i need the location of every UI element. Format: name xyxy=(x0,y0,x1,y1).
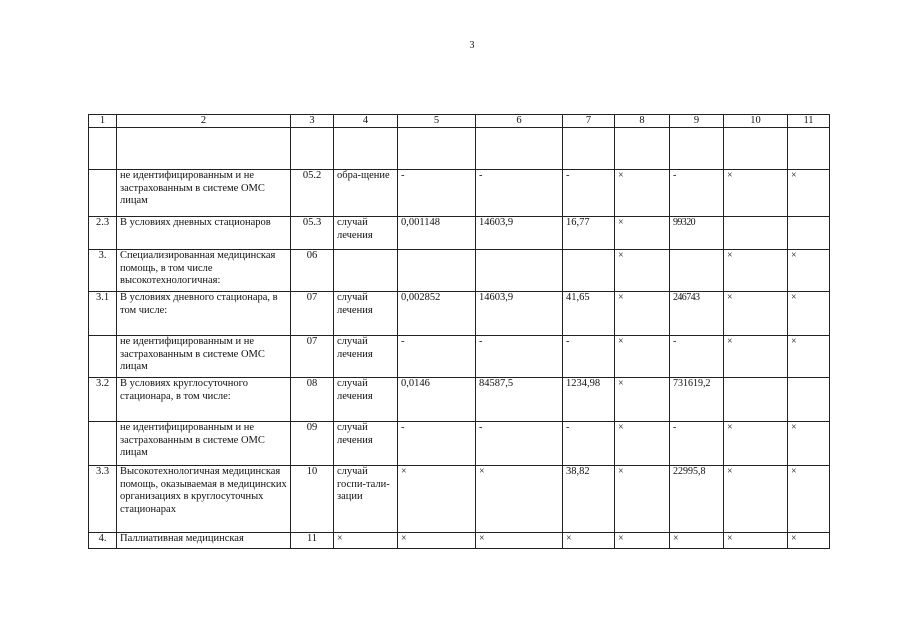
row-number: 3.2 xyxy=(89,378,117,422)
column-header: 6 xyxy=(476,115,563,128)
row-name: не идентифицированным и не застрахованным в системе ОМС лицам xyxy=(117,336,291,378)
cell-col5: × xyxy=(398,533,476,549)
cell-col8: × xyxy=(615,217,670,250)
medical-care-table xyxy=(88,114,830,549)
cell-col6: - xyxy=(476,336,563,378)
row-code: 11 xyxy=(291,533,334,549)
cell-col11: × xyxy=(788,170,830,217)
cell-col8: × xyxy=(615,466,670,533)
column-header: 9 xyxy=(670,115,724,128)
table-row xyxy=(89,466,830,533)
row-number: 2.3 xyxy=(89,217,117,250)
row-number: 4. xyxy=(89,533,117,549)
column-header: 4 xyxy=(334,115,398,128)
cell-col7: - xyxy=(563,422,615,466)
row-number: 3.3 xyxy=(89,466,117,533)
cell-col6 xyxy=(476,250,563,292)
cell-col6: - xyxy=(476,170,563,217)
cell-col4: × xyxy=(334,533,398,549)
cell-col8 xyxy=(615,128,670,170)
cell-col10: × xyxy=(724,422,788,466)
row-unit: случай лечения xyxy=(334,422,398,466)
cell-col5 xyxy=(398,250,476,292)
cell-col5: - xyxy=(398,422,476,466)
column-header: 2 xyxy=(117,115,291,128)
table-row xyxy=(89,378,830,422)
cell-col11: × xyxy=(788,292,830,336)
cell-col7: 16,77 xyxy=(563,217,615,250)
row-unit xyxy=(334,128,398,170)
cell-col6: 14603,9 xyxy=(476,217,563,250)
row-name: Специализированная медицинская помощь, в том числе высокотехнологичная: xyxy=(117,250,291,292)
cell-col10 xyxy=(724,378,788,422)
row-number xyxy=(89,422,117,466)
cell-col11: × xyxy=(788,422,830,466)
row-code: 07 xyxy=(291,336,334,378)
cell-col6 xyxy=(476,128,563,170)
cell-col8: × xyxy=(615,170,670,217)
cell-col9: - xyxy=(670,170,724,217)
row-name: В условиях дневных стационаров xyxy=(117,217,291,250)
cell-col7: - xyxy=(563,170,615,217)
page-number: 3 xyxy=(469,40,475,51)
cell-col10: × xyxy=(724,336,788,378)
row-unit: случай лечения xyxy=(334,292,398,336)
row-code: 05.3 xyxy=(291,217,334,250)
cell-col9 xyxy=(670,128,724,170)
column-header: 1 xyxy=(89,115,117,128)
cell-col6: × xyxy=(476,533,563,549)
cell-col6: 14603,9 xyxy=(476,292,563,336)
row-name: не идентифицированным и не застрахованным в системе ОМС лицам xyxy=(117,170,291,217)
cell-col8: × xyxy=(615,378,670,422)
cell-col11: × xyxy=(788,466,830,533)
cell-col7 xyxy=(563,250,615,292)
cell-col6: - xyxy=(476,422,563,466)
cell-col9: - xyxy=(670,422,724,466)
row-name: Высокотехнологичная медицинская помощь, оказываемая в медицинских организациях в круглосуточных стационарах xyxy=(117,466,291,533)
cell-col7: 41,65 xyxy=(563,292,615,336)
cell-col10 xyxy=(724,217,788,250)
cell-col5: 0,001148 xyxy=(398,217,476,250)
table-row xyxy=(89,250,830,292)
cell-col7: - xyxy=(563,336,615,378)
table-row xyxy=(89,422,830,466)
cell-col5: - xyxy=(398,336,476,378)
row-code xyxy=(291,128,334,170)
row-code: 06 xyxy=(291,250,334,292)
cell-col5: - xyxy=(398,170,476,217)
row-code: 08 xyxy=(291,378,334,422)
cell-col6: 84587,5 xyxy=(476,378,563,422)
cell-col8: × xyxy=(615,533,670,549)
row-name: В условиях круглосуточного стационара, в том числе: xyxy=(117,378,291,422)
row-unit: случай лечения xyxy=(334,336,398,378)
column-header: 7 xyxy=(563,115,615,128)
cell-col8: × xyxy=(615,336,670,378)
cell-col5: 0,0146 xyxy=(398,378,476,422)
cell-col8: × xyxy=(615,250,670,292)
column-number-row xyxy=(89,115,830,128)
row-unit: случай лечения xyxy=(334,378,398,422)
cell-col9: 99320 xyxy=(670,217,724,250)
cell-col7: × xyxy=(563,533,615,549)
cell-col9 xyxy=(670,250,724,292)
cell-col9: 22995,8 xyxy=(670,466,724,533)
cell-col8: × xyxy=(615,422,670,466)
table-row xyxy=(89,128,830,170)
cell-col10 xyxy=(724,128,788,170)
table-row xyxy=(89,170,830,217)
row-name xyxy=(117,128,291,170)
cell-col11: × xyxy=(788,250,830,292)
column-header: 3 xyxy=(291,115,334,128)
cell-col7 xyxy=(563,128,615,170)
cell-col10: × xyxy=(724,170,788,217)
cell-col10: × xyxy=(724,250,788,292)
cell-col6: × xyxy=(476,466,563,533)
cell-col11 xyxy=(788,378,830,422)
cell-col5 xyxy=(398,128,476,170)
cell-col7: 38,82 xyxy=(563,466,615,533)
row-number: 3. xyxy=(89,250,117,292)
row-code: 07 xyxy=(291,292,334,336)
row-number xyxy=(89,128,117,170)
row-name: В условиях дневного стационара, в том числе: xyxy=(117,292,291,336)
cell-col11: × xyxy=(788,336,830,378)
row-unit: случай госпи-тали-зации xyxy=(334,466,398,533)
cell-col5: × xyxy=(398,466,476,533)
row-code: 10 xyxy=(291,466,334,533)
cell-col9: - xyxy=(670,336,724,378)
cell-col10: × xyxy=(724,292,788,336)
row-code: 05.2 xyxy=(291,170,334,217)
cell-col7: 1234,98 xyxy=(563,378,615,422)
row-number: 3.1 xyxy=(89,292,117,336)
cell-col11 xyxy=(788,217,830,250)
cell-col9: 731619,2 xyxy=(670,378,724,422)
cell-col10: × xyxy=(724,466,788,533)
column-header: 10 xyxy=(724,115,788,128)
row-code: 09 xyxy=(291,422,334,466)
row-number xyxy=(89,336,117,378)
table-row xyxy=(89,336,830,378)
row-name: Паллиативная медицинская xyxy=(117,533,291,549)
column-header: 11 xyxy=(788,115,830,128)
table-row xyxy=(89,292,830,336)
row-number xyxy=(89,170,117,217)
cell-col5: 0,002852 xyxy=(398,292,476,336)
cell-col9: × xyxy=(670,533,724,549)
row-unit: обра-щение xyxy=(334,170,398,217)
row-unit xyxy=(334,250,398,292)
cell-col10: × xyxy=(724,533,788,549)
column-header: 8 xyxy=(615,115,670,128)
column-header: 5 xyxy=(398,115,476,128)
table-row xyxy=(89,217,830,250)
row-name: не идентифицированным и не застрахованным в системе ОМС лицам xyxy=(117,422,291,466)
table-row xyxy=(89,533,830,549)
cell-col9: 246743 xyxy=(670,292,724,336)
cell-col11 xyxy=(788,128,830,170)
cell-col11: × xyxy=(788,533,830,549)
cell-col8: × xyxy=(615,292,670,336)
row-unit: случай лечения xyxy=(334,217,398,250)
